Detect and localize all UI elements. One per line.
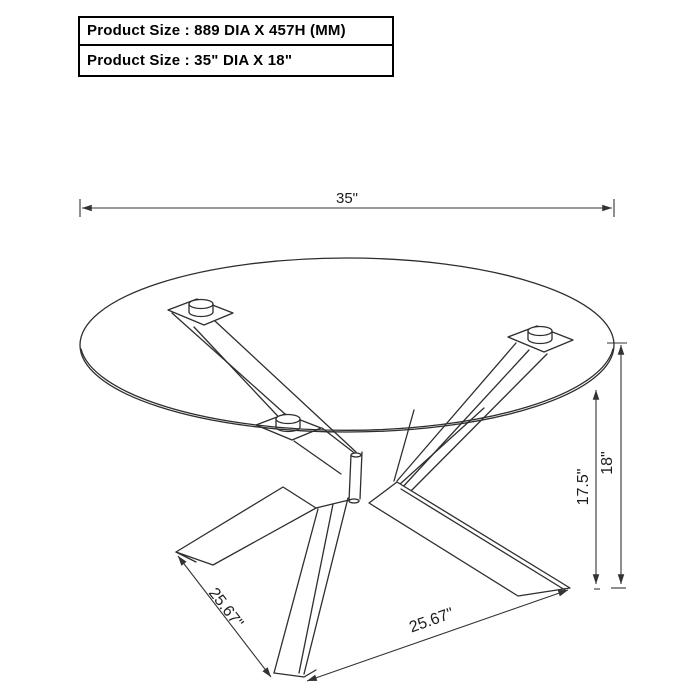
total-height-label: 18" [599, 451, 616, 475]
product-size-metric: Product Size : 889 DIA X 457H (MM) [87, 22, 346, 39]
leg-right-label: 25.67" [407, 605, 456, 637]
dimension-leg-right [307, 590, 568, 681]
dimension-base-height [575, 390, 600, 589]
glass-support-pucks [168, 299, 573, 440]
dimension-leg-left [178, 556, 271, 677]
dimension-total-height [599, 343, 627, 588]
diameter-label: 35" [335, 190, 359, 207]
base-height-label: 17.5" [575, 468, 592, 506]
leg-left-label: 25.67" [204, 584, 247, 632]
product-size-imperial: Product Size : 35" DIA X 18" [80, 44, 392, 75]
dimension-diameter [80, 190, 614, 217]
